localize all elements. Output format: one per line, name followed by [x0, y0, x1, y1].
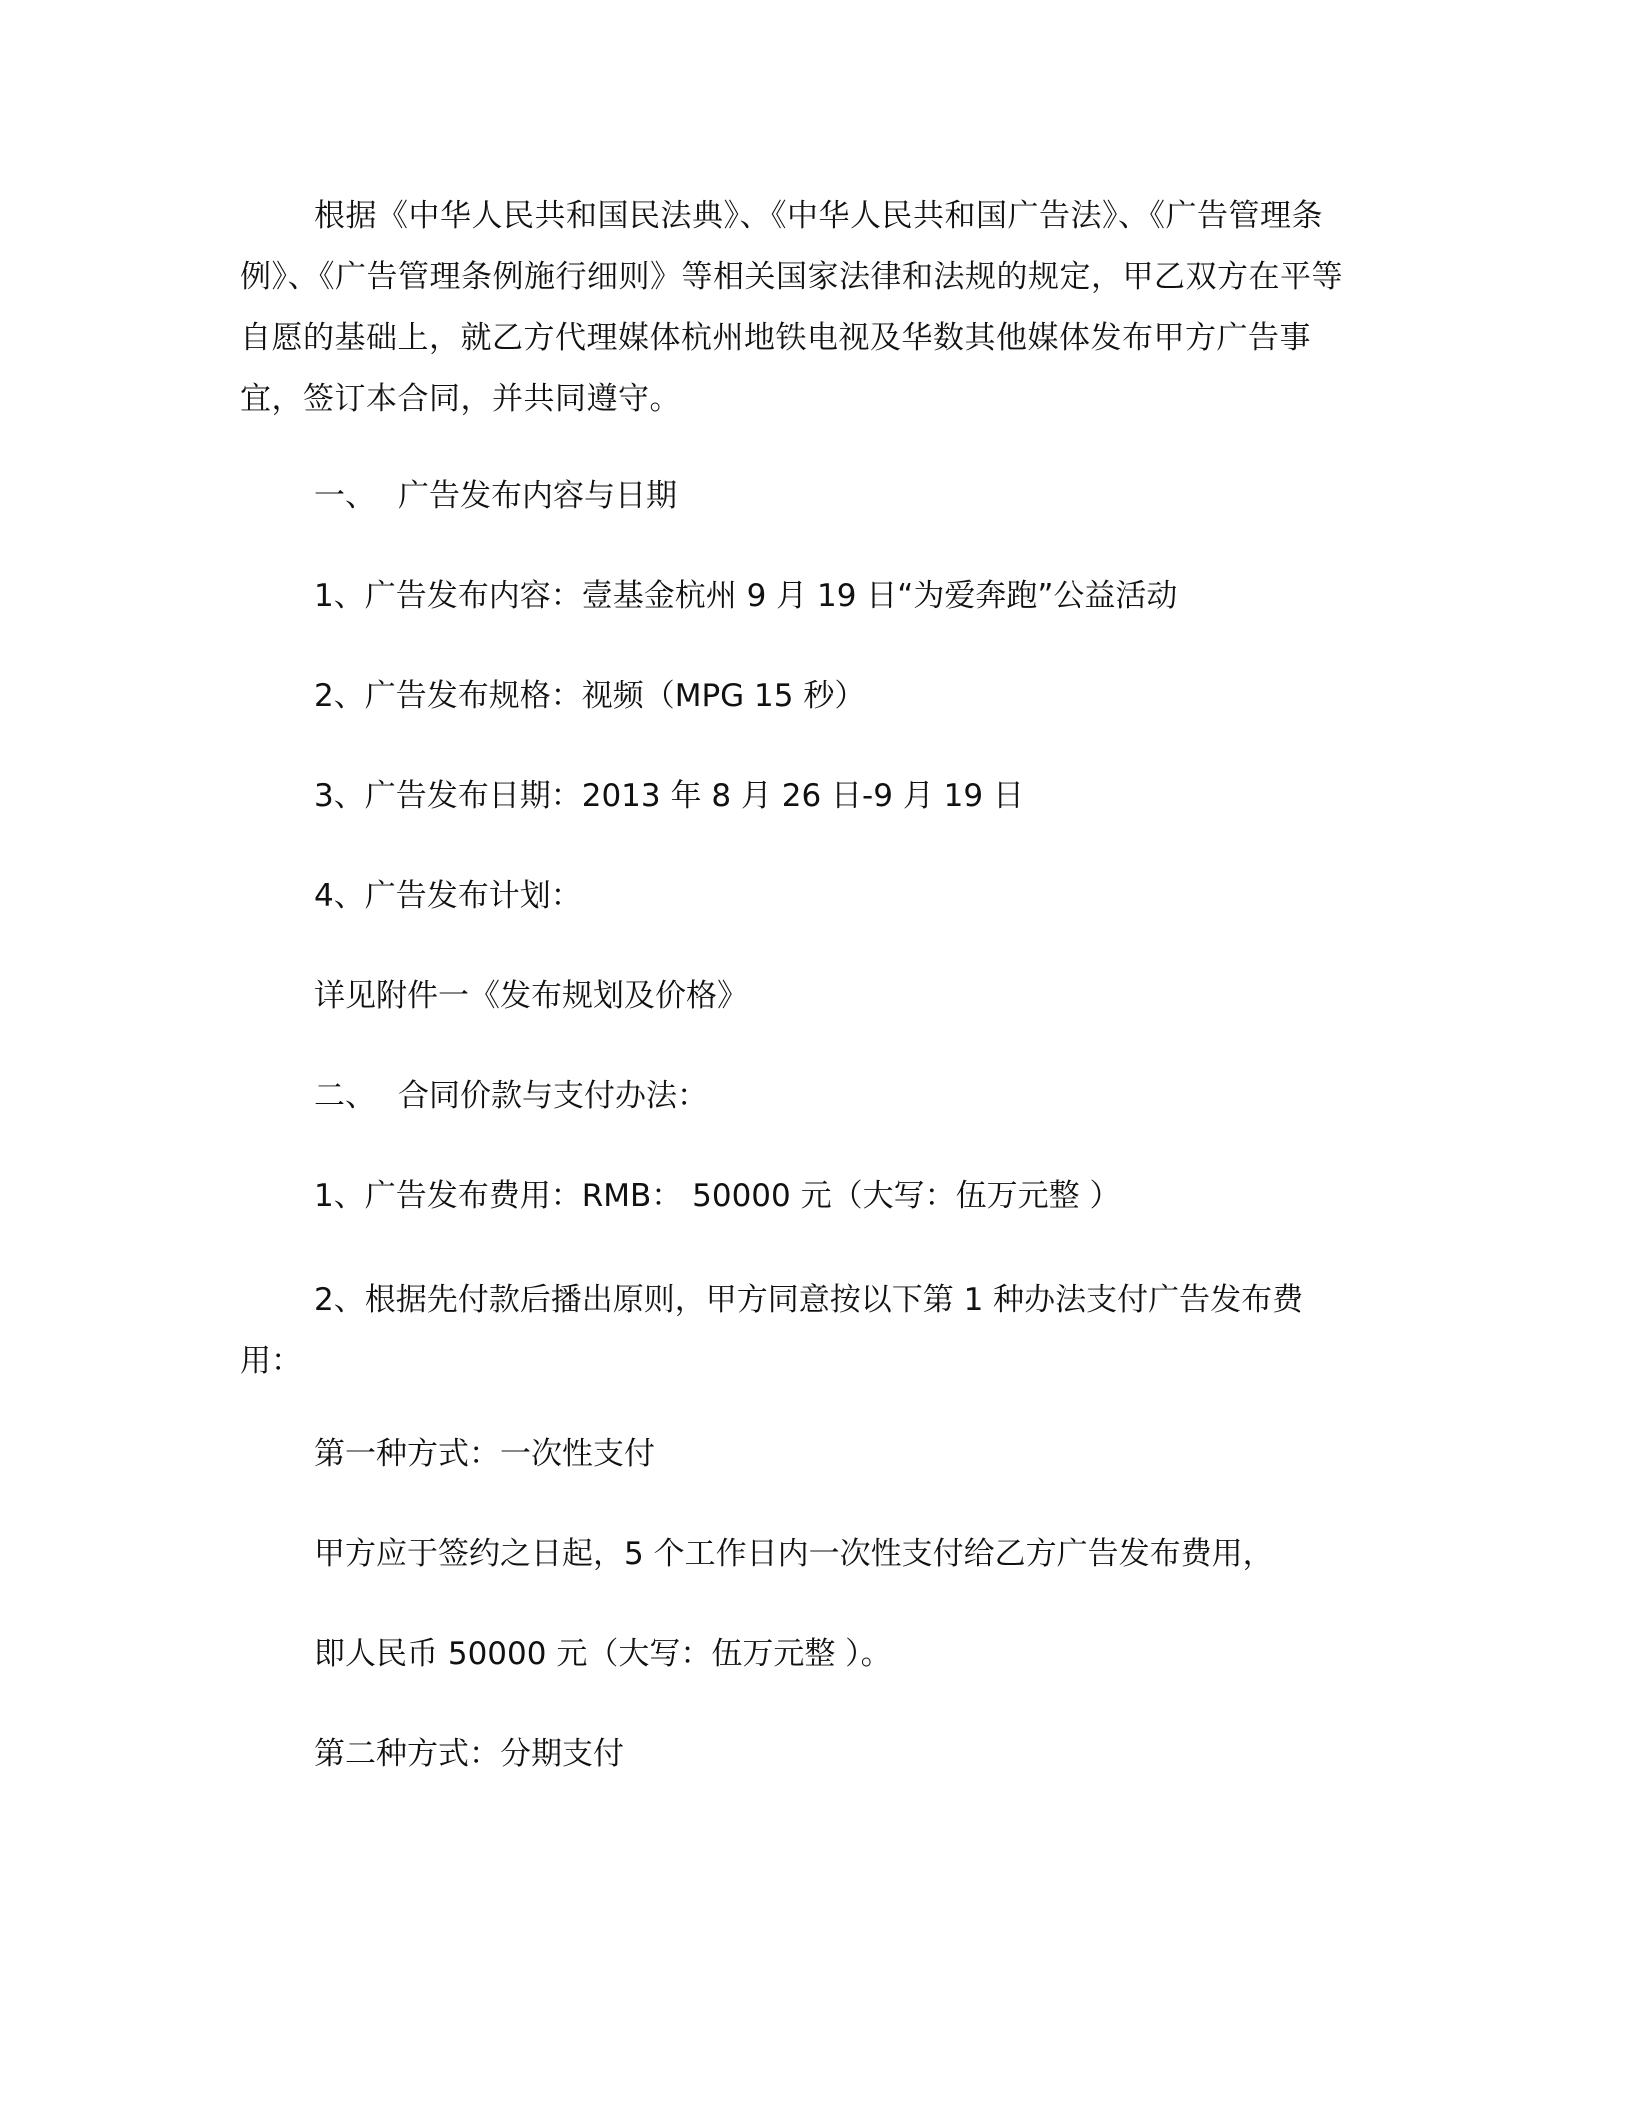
- section-1-item-4-detail: 详见附件一《发布规划及价格》: [314, 978, 748, 1014]
- section-1-heading: [314, 474, 677, 518]
- method-1-amount: 即人民币 50000 元（大写：伍万元整 ）。: [314, 1636, 892, 1672]
- section-2-title: 合同价款与支付办法：: [398, 1078, 708, 1114]
- section-1-title: 广告发布内容与日期: [398, 478, 677, 514]
- section-1-number: 一、: [314, 478, 376, 514]
- method-1-title: 第一种方式：一次性支付: [314, 1436, 655, 1472]
- section-2-item-1: 1、广告发布费用：RMB： 50000 元（大写：伍万元整 ）: [314, 1178, 1121, 1214]
- intro-paragraph: 根据《中华人民共和国民法典》、《中华人民共和国广告法》、《广告管理条例》、《广告管理条例施行细则》等相关国家法律和法规的规定，甲乙双方在平等自愿的基础上，就乙方代理媒体杭州地铁电视及华数其他媒体发布甲方广告事宜，签订本合同，并共同遵守。: [240, 198, 1343, 417]
- section-2-number: 二、: [314, 1078, 376, 1114]
- method-1-text: 甲方应于签约之日起，5 个工作日内一次性支付给乙方广告发布费用，: [314, 1536, 1274, 1572]
- section-1-item-4: 4、广告发布计划：: [314, 878, 582, 914]
- section-1-item-3: 3、广告发布日期：2013 年 8 月 26 日-9 月 19 日: [314, 778, 1024, 814]
- section-1-item-1: 1、广告发布内容：壹基金杭州 9 月 19 日“为爱奔跑”公益活动: [314, 578, 1178, 614]
- section-2-item-2: 2、根据先付款后播出原则，甲方同意按以下第 1 种办法支付广告发布费用：: [240, 1282, 1304, 1379]
- section-2-heading: [314, 1074, 708, 1118]
- method-2-title: 第二种方式：分期支付: [314, 1736, 624, 1772]
- section-1-item-2: 2、广告发布规格：视频（MPG 15 秒）: [314, 678, 866, 714]
